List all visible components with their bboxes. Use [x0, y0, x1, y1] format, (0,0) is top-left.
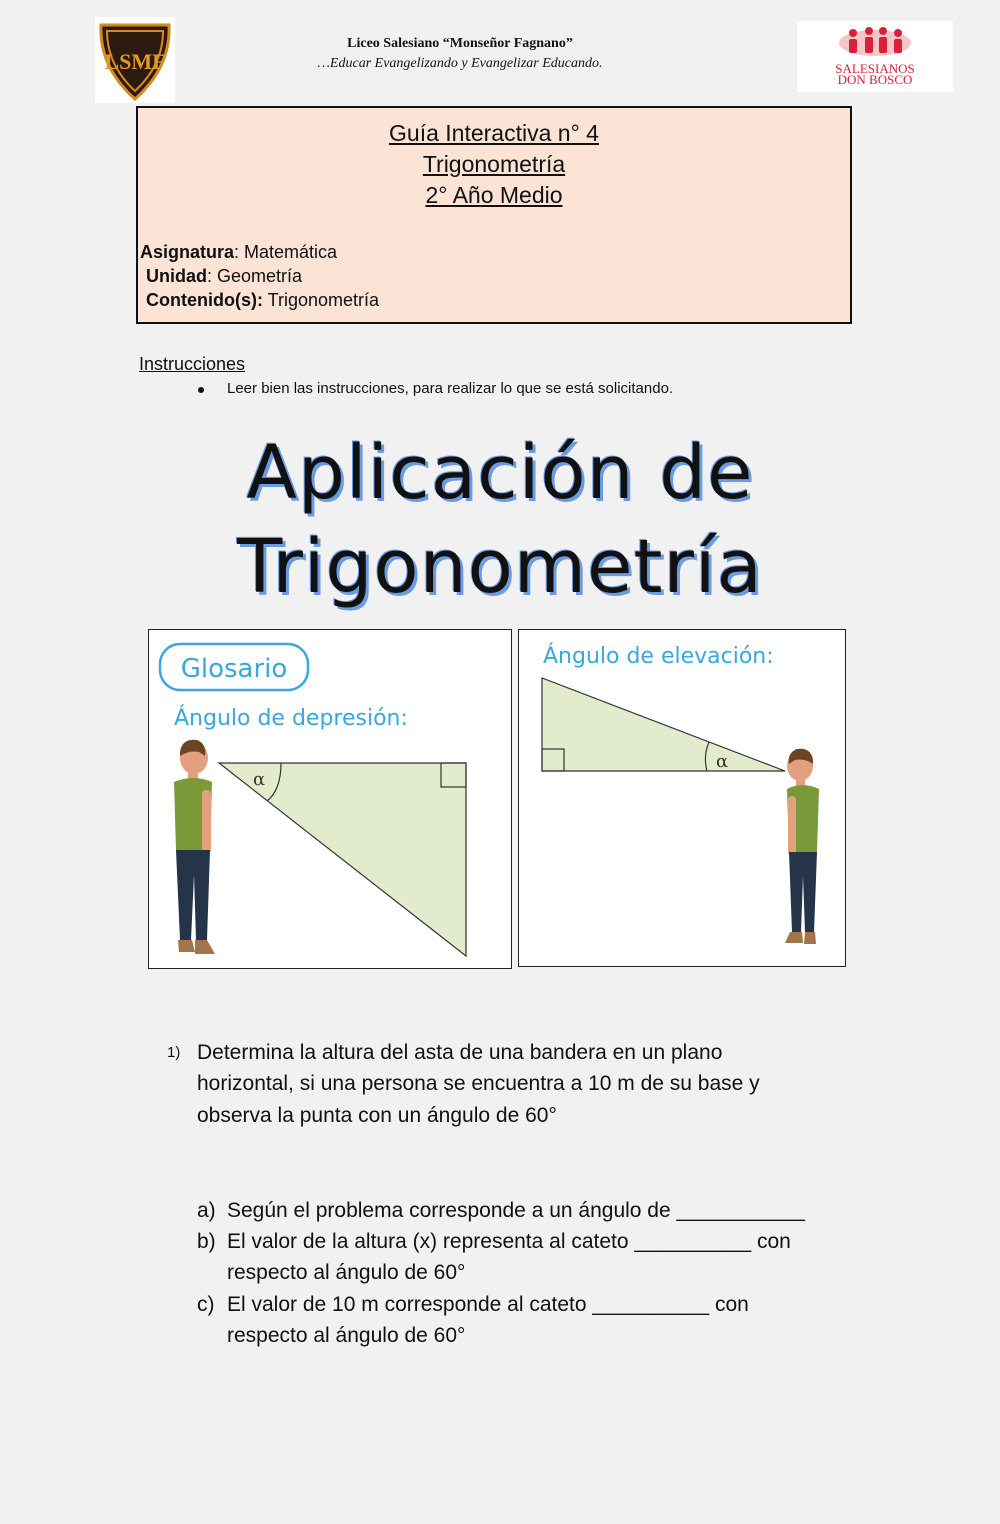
- depression-angle-panel: [148, 629, 512, 969]
- svg-text:Glosario: Glosario: [180, 654, 288, 684]
- svg-text:LSMF: LSMF: [104, 49, 166, 74]
- instruction-item: Leer bien las instrucciones, para realizar lo que se está solicitando.: [227, 380, 674, 397]
- question-line-2: horizontal, si una persona se encuentra a 10 m de su base y: [197, 1072, 760, 1095]
- guide-title: Guía Interactiva n° 4: [389, 120, 599, 146]
- glosario-badge: [160, 644, 308, 690]
- unit-value: : Geometría: [207, 266, 303, 286]
- content-row: [146, 290, 379, 311]
- subject-value: : Matemática: [234, 242, 338, 262]
- person-figure-right: [785, 749, 819, 944]
- sub-question-b[interactable]: El valor de la altura (x) representa al cateto __________ con: [227, 1230, 791, 1253]
- school-motto: …Educar Evangelizando y Evangelizar Educando.: [317, 56, 603, 71]
- sub-question-b-label: b): [197, 1230, 216, 1253]
- sub-question-c[interactable]: El valor de 10 m corresponde al cateto __________ con: [227, 1293, 749, 1316]
- svg-text:DON BOSCO: DON BOSCO: [837, 72, 913, 87]
- subject-row: [140, 242, 337, 263]
- instructions-title: Instrucciones: [139, 354, 246, 374]
- content-label: Contenido(s):: [146, 290, 263, 310]
- sub-question-b-cont: respecto al ángulo de 60°: [227, 1261, 466, 1284]
- school-crest-logo: [95, 17, 175, 103]
- guide-info-box: [136, 106, 852, 324]
- sub-question-a-label: a): [197, 1199, 216, 1222]
- depression-triangle: [219, 763, 466, 956]
- main-title-line1: Aplicación de: [246, 430, 754, 516]
- guide-topic: Trigonometría: [422, 151, 566, 177]
- main-title-line2: Trigonometría: [237, 524, 763, 610]
- question-line-3: observa la punta con un ángulo de 60°: [197, 1104, 557, 1127]
- unit-row: [146, 266, 302, 287]
- question-number: 1): [167, 1044, 181, 1061]
- alpha-label: α: [716, 751, 729, 772]
- elevation-angle-panel: [518, 629, 846, 967]
- question-line-1: Determina la altura del asta de una bandera en un plano: [197, 1041, 723, 1064]
- person-figure-left: [174, 740, 215, 954]
- sub-question-c-cont: respecto al ángulo de 60°: [227, 1324, 466, 1347]
- guide-grade: 2° Año Medio: [425, 182, 563, 208]
- school-name: Liceo Salesiano “Monseñor Fagnano”: [347, 36, 573, 51]
- subject-label: Asignatura: [140, 242, 235, 262]
- elevation-title: Ángulo de elevación:: [543, 644, 774, 669]
- salesianos-logo: [797, 21, 953, 92]
- unit-label: Unidad: [146, 266, 207, 286]
- svg-text:SALESIANOS: SALESIANOS: [835, 61, 915, 76]
- content-value: Trigonometría: [262, 290, 380, 310]
- elevation-triangle: [542, 678, 785, 771]
- bullet-icon: [198, 387, 204, 393]
- sub-question-a[interactable]: Según el problema corresponde a un ángulo de ___________: [227, 1199, 805, 1222]
- sub-question-c-label: c): [197, 1293, 215, 1316]
- alpha-label: α: [253, 769, 266, 790]
- depression-title: Ángulo de depresión:: [174, 706, 408, 731]
